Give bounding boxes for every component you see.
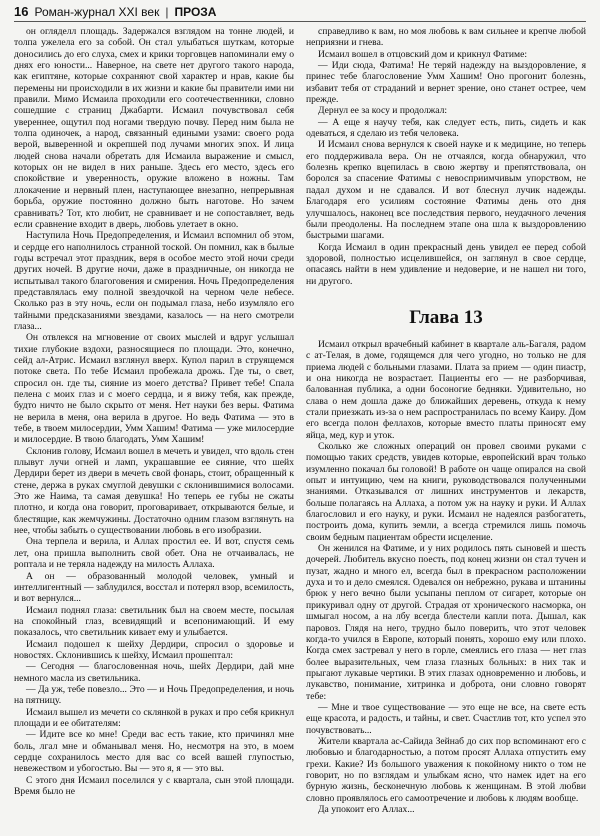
paragraph: Да упокоит его Аллах... [318, 804, 415, 815]
paragraph: Она терпела и верила, и Аллах простил ее. И вот, спустя семь лет, она пришла выполнить свой обет. Она не отчаивалась, не роптала и не теряла надежду на милость Аллаха. [14, 536, 294, 571]
paragraph: С этого дня Исмаил поселился у с квартала, сын этой площади. Время было не [14, 774, 294, 798]
paragraph: И Исмаил снова вернулся к своей науке и к медицине, но теперь его поддерживала вера. Он не отчаялся, когда обнаружил, что болезнь крепко вцепилась в свою жертву и препятствовала, он боролся за спасение Фатимы с невосприимчивым упорством, не падал духом и не сдавался. И вот блеснул лучик надежды. Благодаря его усилиям состояние Фатимы день ото дня улучшалось, наконец все последствия первого, неудачного лечения были преодолены. На последнем этапе она шла к выздоровлению быстрыми шагами. [306, 139, 586, 242]
paragraph: Жители квартала ас-Сайида Зейнаб до сих пор вспоминают его с любовью и благодарностью, а потом просят Аллаха отпустить ему грехи. Какие? Из большого уважения к покойному никто о том не говорит, но по взглядам и улыбкам ясно, что намек идет на его бурную жизнь, бесконечную любовь к женщинам. В этой любви словно проявлялось его самоотречение и любовь к людям вообще. [306, 735, 586, 804]
paragraph: — Да уж, тебе повезло... Это — и Ночь Предопределения, и ночь на пятницу. [14, 683, 294, 707]
paragraph: Он отвлекся на мгновение от своих мыслей и вдруг услышал тихие глубокие вздохи, разносящиеся по площади. Это, конечно, сейд ал-Атрис. Исмаил взглянул вверх. Купол парил в струящемся потоке света. По тебе Исмаил пробежала дрожь. Где ты, о свет, спросил он. где ты, сияние из моего детства? Привет тебе! Спала пелена с моих глаз и с моего сердца, и я вижу тебя, как прежде, будто ничто не было скрыто от меня. Нет науки без веры. Фатима не верила в меня, она верила в другое. Но ведь Фатима — это в тебе, в твоем милосердии, Умм Хашим! Фатима — уже милосердие и милосердие. В твою благодать, Умм Хашим! [14, 332, 294, 446]
paragraph: Наступила Ночь Предопределения, и Исмаил вспомнил об этом, и сердце его наполнилось странной тоской. Он помнил, как в былые годы встречал этот праздник, веря в особое место этой ночи среди других ночей. В другие ночи, даже в праздничные, он никогда не испытывал такого благоговения и смирения. Ночь Предопределения представлялась ему полной звездочкой на черном челе небесе. Сколько раз в эту ночь, если он подымал глаза, небо изумляло его тайными предсказаниями звездами, казалось — на него смотрели глаза... [14, 230, 294, 332]
chapter-heading: Глава 13 [409, 306, 483, 328]
paragraph: Исмаил вышел из мечети со склянкой в руках и про себя крикнул площади и ее обитателям: [14, 706, 294, 729]
paragraph: — Идите все ко мне! Среди вас есть такие, кто причинял мне боль, лгал мне и обманывал меня. Но, несмотря на это, в моем сердце сохранилось место для вас со всей вашей глупостью, невежеством и убогостью. Вы — это я, я — это вы. [14, 729, 294, 775]
paragraph: Исмаил поднял глаза: светильник был на своем месте, посылая на спокойный глаз, всевидящий и всепонимающий. И ему показалось, что светильник кивает ему и улыбается. [14, 604, 294, 639]
paragraph: — Иди сюда, Фатима! Не теряй надежду на выздоровление, я принес тебе благословение Умм Хашим! Оно прогонит болезнь, избавит тебя от страданий и вернет зрение, оно станет острее, чем прежде. [306, 60, 586, 106]
left-column [14, 26, 294, 831]
paragraph: — А еще я научу тебя, как следует есть, пить, сидеть и как одеваться, я сделаю из тебя человека. [306, 116, 586, 140]
paragraph: Склонив голову, Исмаил вошел в мечеть и увидел, что вдоль стен плывут лучи огней и ламп, украшавшие ее сияние, что шейх Дердири берет из двери в мечеть свой фонарь, стоит, обращенный к стене, держа в руках смуглой девушки с склонившимися волосами. Это же Наима, та самая девушка! Но теперь ее губы не сжаты плотно, и когда она говорит, проговаривает, открываются белые, и блестящие, как жемчужины. Достаточно одним глазом взглянуть на нее, чтобы забыть о существовании любовь в его изобразии. [14, 445, 294, 537]
paragraph: Исмаил вошел в отцовский дом и крикнул Фатиме: [318, 48, 528, 60]
paragraph: Дернул ее за косу и продолжал: [318, 105, 448, 117]
paragraph: А он — образованный молодой человек, умный и интеллигентный — заблудился, восстал и потерял взор, всемилость, и вот вернулся... [14, 570, 294, 605]
paragraph: Он женился на Фатиме, и у них родилось пять сыновей и шесть дочерей. Любитель вкусно поесть, под конец жизни он стал тучен и пузат, жадно и много ел, всегда был в прекрасном расположении духа и то и дело смеялся. Одевался он небрежно, рукава и штанины брюк у него вечно были усыпаны пеплом от сигарет, которые он прикуривал одну от другой. Страдая от хронического насморка, он шмыгал носом, а на лбу всегда блестели капли пота. Дышал, как паровоз. Глядя на него, трудно было поверить, что этот человек когда-то учился в Европе, который понять, хорошо ему или плохо. Когда смех застревал у него в горле, смеялись его глаза — нет глаз более выразительных, чем глаза глазных больных: в них так и прыгают лукавые чертики. В этих глазах одновременно и любовь, и лукавство, понимание, хитринка и доброта, они словно говорят тебе: [306, 543, 586, 702]
paragraph: Исмаил открыл врачебный кабинет в квартале аль-Багаля, радом с ат-Телая, в доме, годящемся для чего угодно, но только не для приема людей с больными глазами. Плата за прием — один пиастр, и она никогда не возрастает. Пациенты его — не разборчивая, балованная публика, а одни босоногие бедняки. Удивительно, но слава о нем дошла даже до ближайших деревень, откуда к нему стали приезжать из-за о нем распространилась по всему Каиру. Дом его всегда полон феллахов, которые вместо платы приносят ему яйца, мед, кур и уток. [306, 338, 586, 441]
page-number: 16 [14, 4, 29, 19]
header-separator: | [165, 5, 169, 19]
magazine-title: Роман-журнал XXI век [34, 5, 160, 19]
paragraph: Сколько же сложных операций он провел своими руками с помощью таких средств, увидев которые, европейский врач только изумленно покачал бы головой! В работе он чаще опирался на свой опыт и интуицию, чем на книги, руководствовался полученными знаниями. Отказывался от лишних инструментов и лекарств, больше полагаясь на Аллаха, а потом уж на науку и руки. И Аллах благословил и его науку, и руки. Исмаил не надеялся разбогатеть, построить дома, купить земли, а всегда стремился лишь помочь своим бедным пациентам обрести исцеление. [306, 441, 586, 543]
text-columns [14, 26, 586, 831]
section-title: ПРОЗА [174, 5, 217, 19]
paragraph: Когда Исмаил в один прекрасный день увидел ее перед собой здоровой, полностью исцелившейся, он заглянул в свое сердце, опасаясь найти в нем удивление и недоверие, и не нашел ни того, ни другого. [306, 241, 586, 287]
paragraph: — Мне и твое существование — это еще не все, на свете есть еще красота, и радость, и тайны, и свет. Счастлив тот, кто успел это почувствовать... [306, 701, 586, 736]
paragraph: справедливо к вам, но моя любовь к вам сильнее и крепче любой неприязни и гнева. [306, 26, 586, 49]
page-header [14, 4, 586, 22]
right-column [306, 26, 586, 831]
paragraph: Исмаил подошел к шейху Дердири, спросил о здоровье и новостях. Склонившись к шейху, Исмаил прошептал: [14, 638, 294, 661]
paragraph: — Сегодня — благословенная ночь, шейх Дердири, дай мне немного масла из светильника. [14, 661, 294, 684]
paragraph: он огляделл площадь. Задержался взглядом на тонне людей, и толпа ужелела его за собой. Он стал улыбаться шуткам, которые доносились до его слуха, смех и крики торговцев напоминали ему о днях его юности... Наверное, на свете нет другого такого народа, как египтяне, которые сохраняют свой характер и нрав, какие бы перемены ни происходили в их жизни и какие бы правители ими ни правили. Мимо Исмаила проходили его соотечественники, словно сошедшие с страниц Джабарти. Исмаил почувствовал себя увереннее, ощутил под ногами твердую почву. Перед ним была не толпа одиночек, а народ, связанный едиными узами: своего рода верой, выверенной и окрепшей под лучами многих эпох. И лица людей снова начали обретать для Исмаила выражение и смысл, которых он не видел в них раньше. Здесь его место, здесь его спокойствие и уверенность, оружие вложено в ножны. Там ллокачение и нервный плен, наступающее внезапно, непрерывная борьба, оружие постоянно должно быть наготове. Но зачем сравнивать? Тот, кто любит, не сравнивает и не сопоставляет, ведь если сравнение входит в дверь, любовь улетает в окно. [14, 26, 294, 230]
